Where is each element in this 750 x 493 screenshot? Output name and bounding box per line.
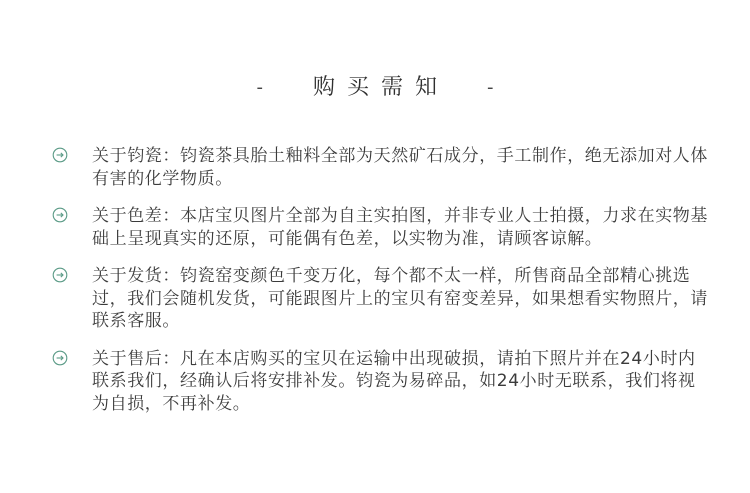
- circle-arrow-right-icon: [52, 147, 68, 163]
- notice-text: 关于色差：本店宝贝图片全部为自主实拍图，并非专业人士拍摄，力求在实物基础上呈现真实的还原，可能偶有色差，以实物为准，请顾客谅解。: [92, 206, 708, 249]
- notice-text: 关于钧瓷：钧瓷茶具胎土釉料全部为天然矿石成分，手工制作，绝无添加对人体有害的化学物质。: [92, 146, 708, 189]
- notice-item-after-sales: [50, 348, 710, 416]
- page-title: [0, 68, 750, 108]
- notice-text: 关于发货：钧瓷窑变颜色千变万化，每个都不太一样，所售商品全部精心挑选过，我们会随机发货，可能跟图片上的宝贝有窑变差异，如果想看实物照片，请联系客服。: [92, 266, 708, 331]
- notice-text: 关于售后：凡在本店购买的宝贝在运输中出现破损，请拍下照片并在24小时内联系我们，经确认后将安排补发。钧瓷为易碎品，如24小时无联系，我们将视为自损，不再补发。: [92, 348, 696, 414]
- title-dash-right: -: [487, 77, 494, 98]
- title-dash-left: -: [256, 77, 263, 98]
- notice-item-ceramics: [50, 145, 710, 190]
- notice-item-color-difference: [50, 205, 710, 250]
- notice-item-shipping: [50, 265, 710, 333]
- title-text: 购买需知: [312, 75, 449, 100]
- circle-arrow-right-icon: [52, 207, 68, 223]
- notice-list: [50, 145, 710, 430]
- circle-arrow-right-icon: [52, 350, 68, 366]
- circle-arrow-right-icon: [52, 267, 68, 283]
